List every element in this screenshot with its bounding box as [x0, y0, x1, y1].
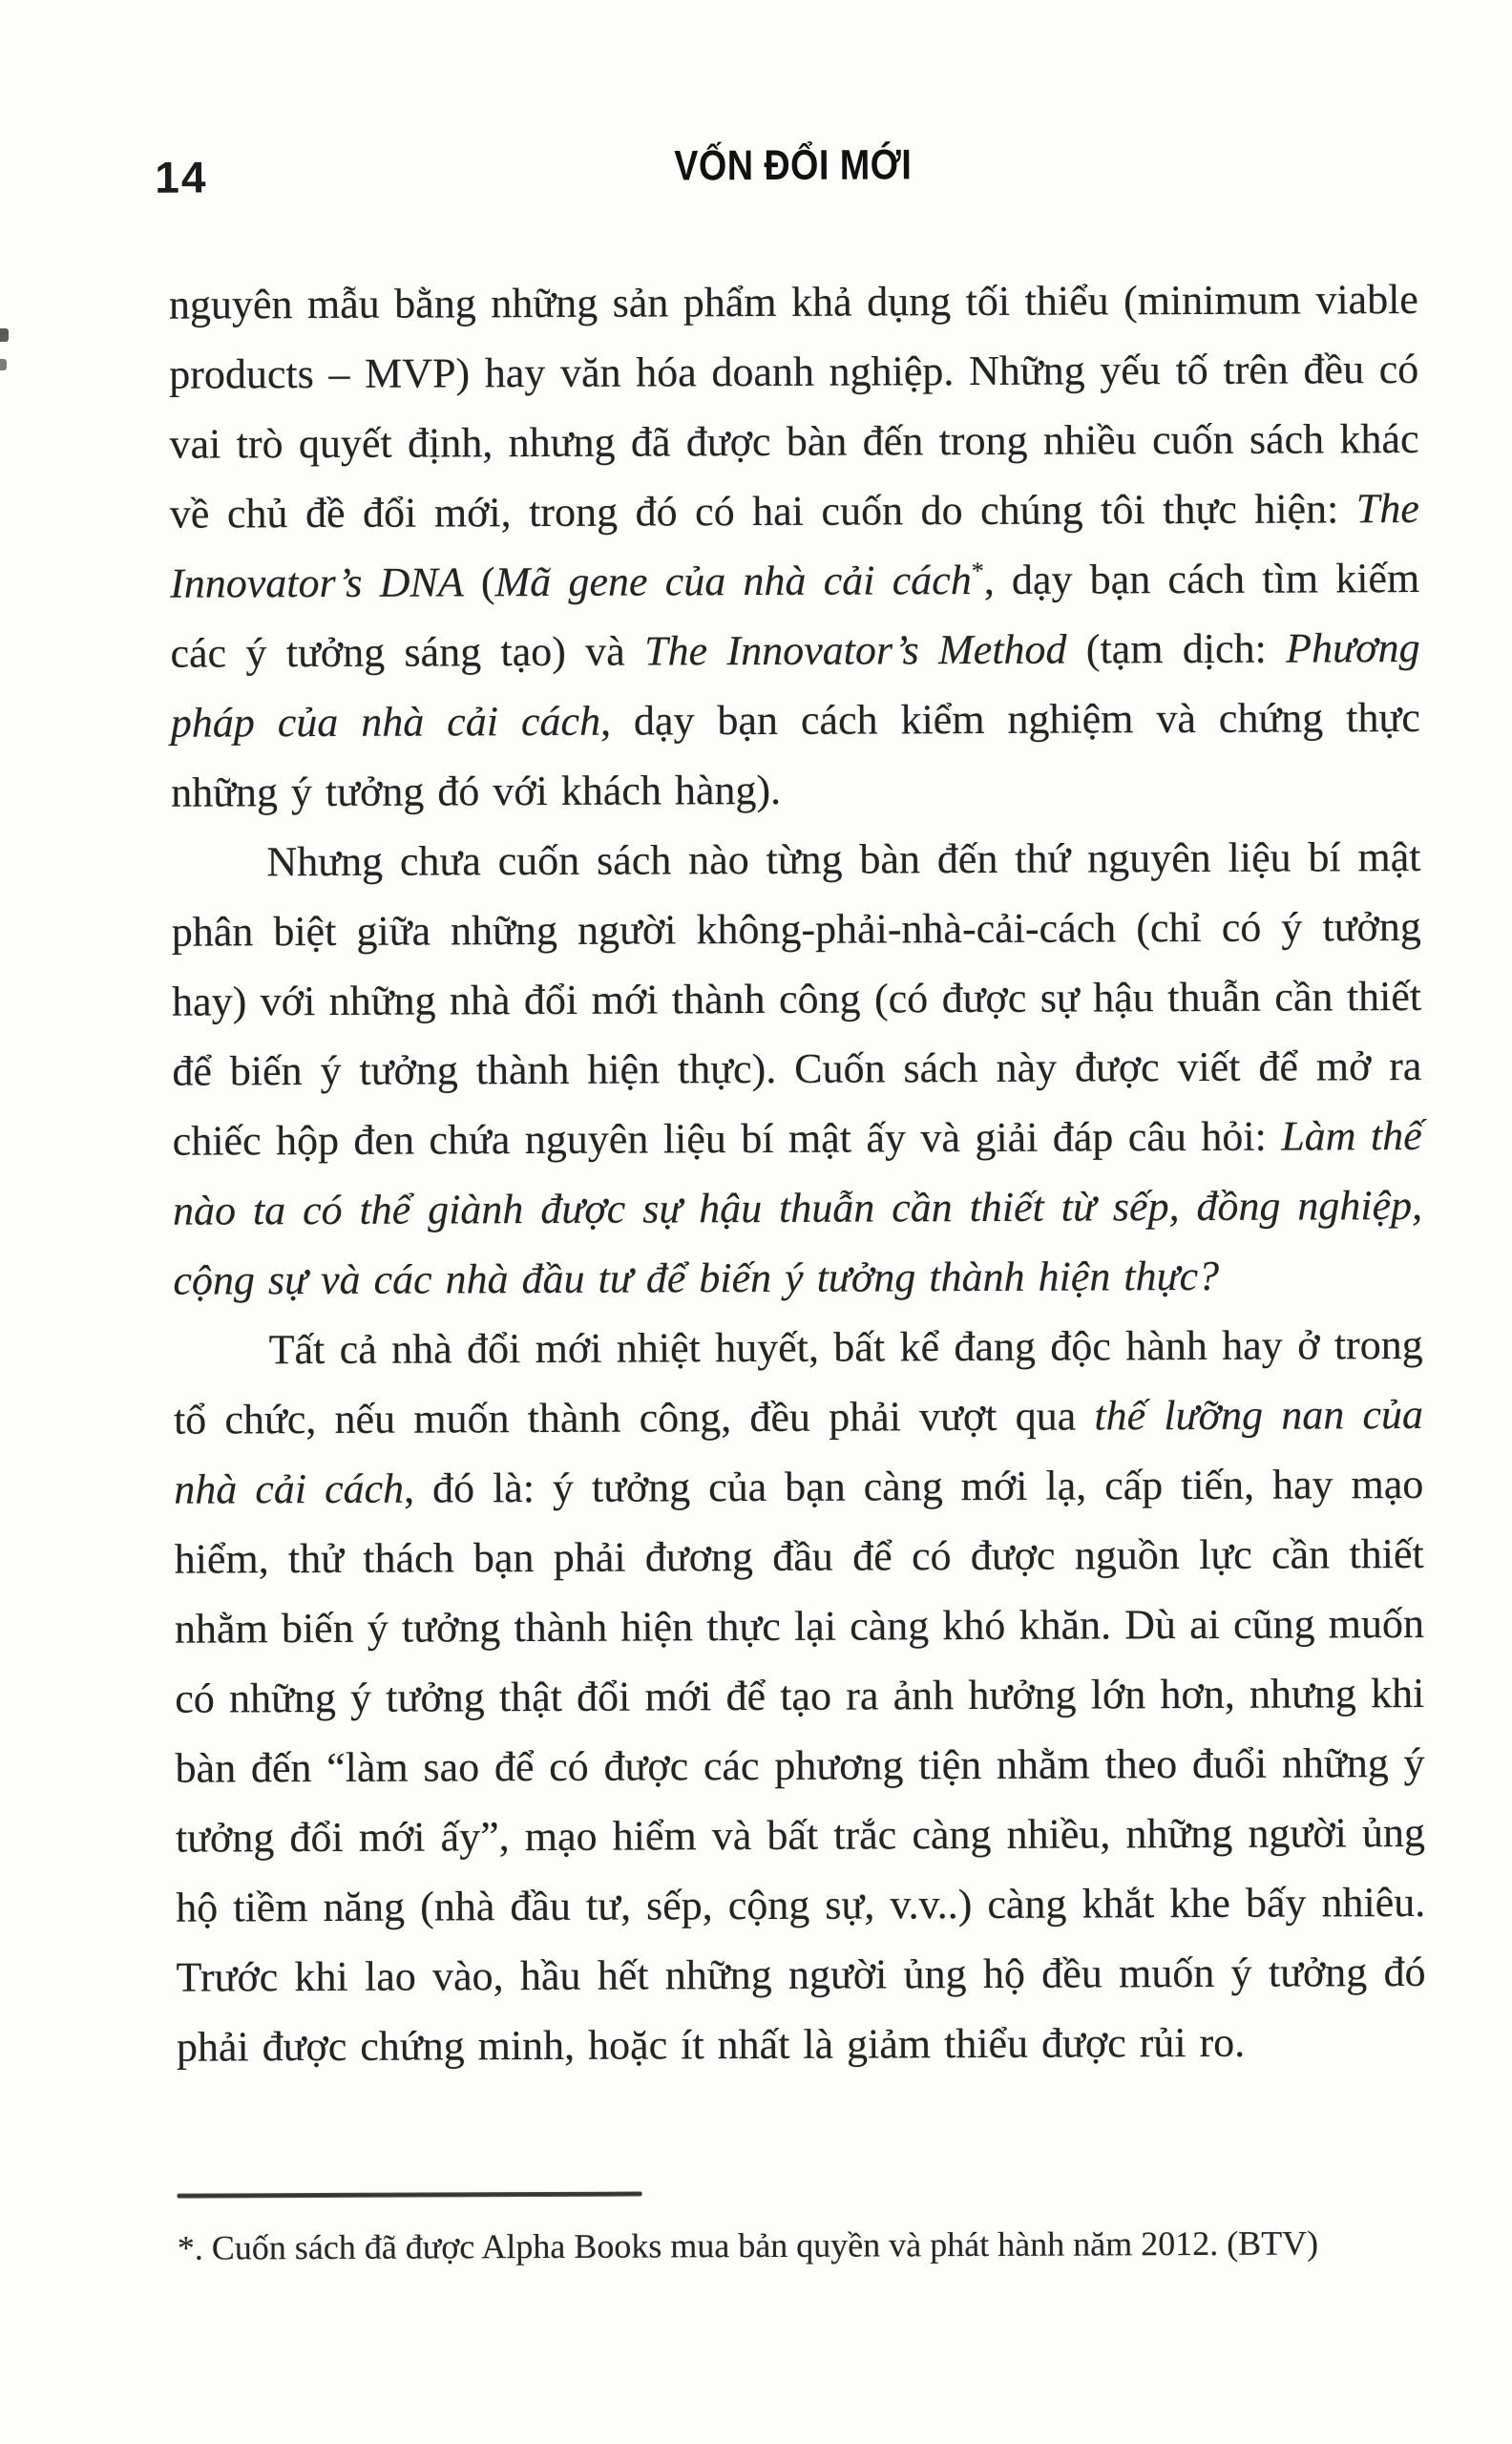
page-number: 14: [155, 152, 208, 202]
footnote-marker: *.: [177, 2228, 203, 2267]
page-footer: [178, 2188, 1427, 2271]
body-text: [169, 264, 1426, 2082]
footnote-rule: [178, 2192, 642, 2199]
footnote-text: Cuốn sách đã được Alpha Books mua bản quyền và phát hành năm 2012. (BTV): [202, 2223, 1319, 2267]
paragraph-3: Tất cả nhà đổi mới nhiệt huyết, bất kể đang độc hành hay ở trong tổ chức, nếu muốn thành công, đều phải vượt qua thế lưỡng nan của nhà cải cách, đó là: ý tưởng của bạn càng mới lạ, cấp tiến, hay mạo hiểm, thử thách bạn phải đương đầu để có được nguồn lực cần thiết nhằm biến ý tưởng thành hiện thực lại càng khó khăn. Dù ai cũng muốn có những ý tưởng thật đổi mới để tạo ra ảnh hưởng lớn hơn, nhưng khi bàn đến “làm sao để có được các phương tiện nhằm theo đuổi những ý tưởng đổi mới ấy”, mạo hiểm và bất trắc càng nhiều, những người ủng hộ tiềm năng (nhà đầu tư, sếp, cộng sự, v.v..) càng khắt khe bấy nhiêu. Trước khi lao vào, hầu hết những người ủng hộ đều muốn ý tưởng đó phải được chứng minh, hoặc ít nhất là giảm thiểu được rủi ro.: [173, 1320, 1426, 2071]
page-header: [155, 140, 1418, 205]
paragraph-2: Nhưng chưa cuốn sách nào từng bàn đến thứ nguyên liệu bí mật phân biệt giữa những người không-phải-nhà-cải-cách (chỉ có ý tưởng hay) với những nhà đổi mới thành công (có được sự hậu thuẫn cần thiết để biến ý tưởng thành hiện thực). Cuốn sách này được viết để mở ra chiếc hộp đen chứa nguyên liệu bí mật ấy và giải đáp câu hỏi: Làm thế nào ta có thể giành được sự hậu thuẫn cần thiết từ sếp, đồng nghiệp, cộng sự và các nhà đầu tư để biến ý tưởng thành hiện thực?: [171, 832, 1423, 1304]
footnote: [178, 2220, 1427, 2271]
running-title: VỐN ĐỔI MỚI: [674, 140, 913, 190]
paragraph-1: nguyên mẫu bằng những sản phẩm khả dụng tối thiểu (minimum viable products – MVP) hay văn hóa doanh nghiệp. Những yếu tố trên đều có vai trò quyết định, nhưng đã được bàn đến trong nhiều cuốn sách khác về chủ đề đổi mới, trong đó có hai cuốn do chúng tôi thực hiện: The Innovator’s DNA (Mã gene của nhà cải cách*, dạy bạn cách tìm kiếm các ý tưởng sáng tạo) và The Innovator’s Method (tạm dịch: Phương pháp của nhà cải cách, dạy bạn cách kiểm nghiệm và chứng thực những ý tưởng đó với khách hàng).: [168, 275, 1420, 816]
